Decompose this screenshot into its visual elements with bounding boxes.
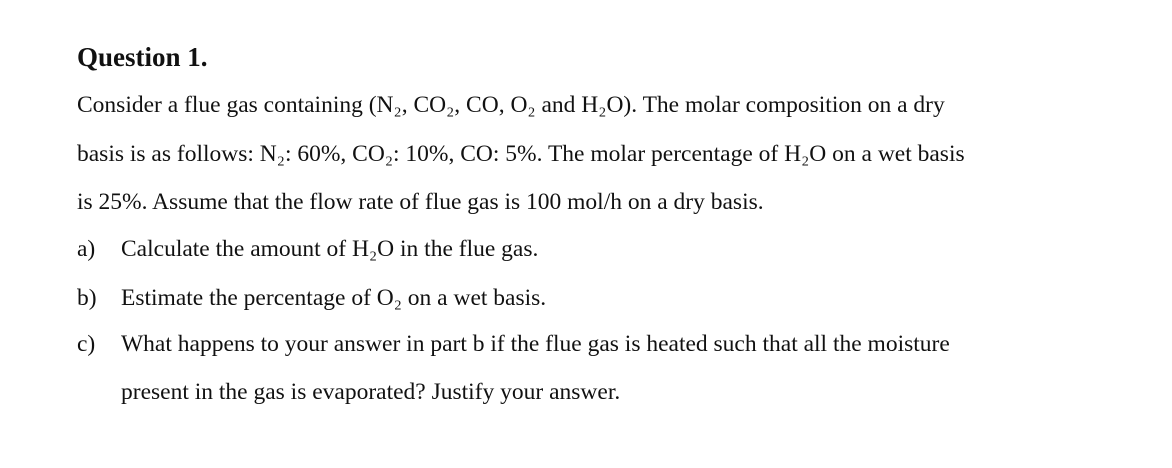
part-a	[77, 236, 538, 263]
part-c-text-line-2: present in the gas is evaporated? Justify your answer.	[121, 379, 621, 405]
part-b-marker: b)	[77, 285, 97, 311]
paragraph-line-2: basis is as follows: N₂: 60%, CO₂: 10%, CO: 5%. The molar percentage of H₂O on a wet basis	[77, 141, 965, 167]
paragraph-line-1: Consider a flue gas containing (N₂, CO₂, CO, O₂ and H₂O). The molar composition on a dry	[77, 92, 945, 118]
part-c-text-line-1: What happens to your answer in part b if the flue gas is heated such that all the moisture	[121, 331, 950, 357]
part-c-marker: c)	[77, 331, 96, 357]
part-a-text: Calculate the amount of H₂O in the flue gas.	[121, 236, 539, 262]
question-title: Question 1.	[77, 42, 208, 72]
paragraph-line-3: is 25%. Assume that the flow rate of flue gas is 100 mol/h on a dry basis.	[77, 189, 764, 215]
part-b-text: Estimate the percentage of O₂ on a wet basis.	[121, 285, 547, 311]
part-c	[77, 331, 950, 358]
part-b	[77, 285, 546, 312]
part-a-marker: a)	[77, 236, 96, 262]
